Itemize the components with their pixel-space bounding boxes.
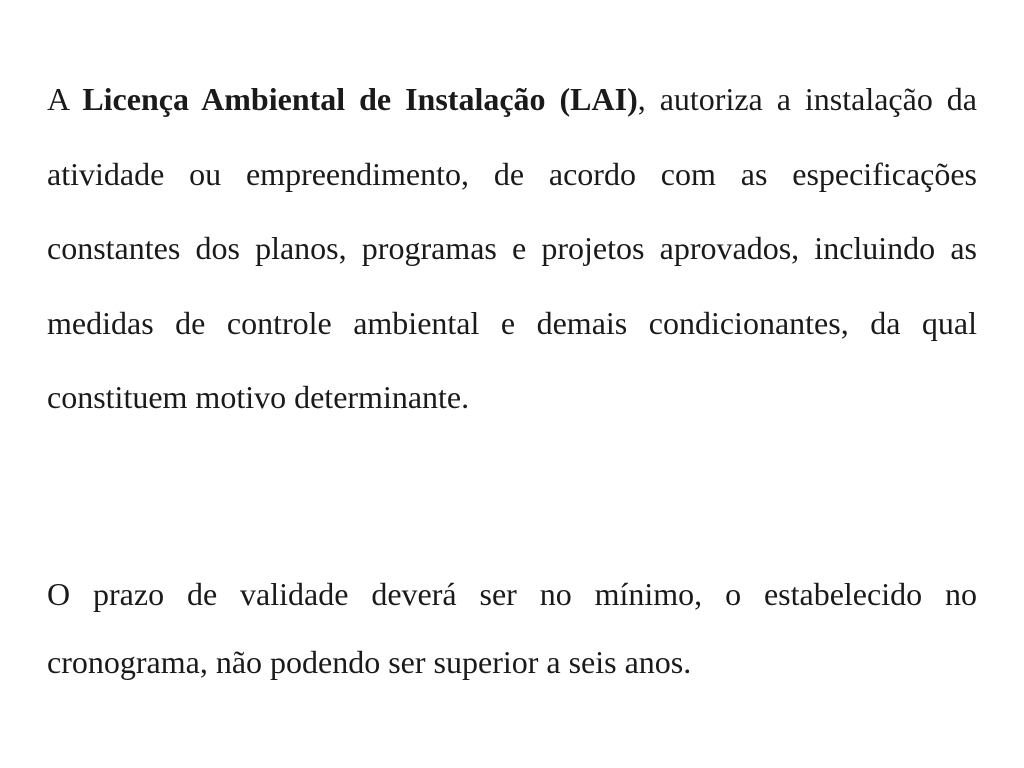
license-definition-paragraph bbox=[47, 62, 977, 435]
license-term: Licença Ambiental de Instalação (LAI) bbox=[82, 81, 638, 117]
validity-period-paragraph: O prazo de validade deverá ser no mínimo, o estabelecido no cronograma, não podendo ser superior a seis anos. bbox=[47, 576, 977, 680]
paragraph-lead: A bbox=[47, 81, 83, 117]
paragraph-body: , autoriza a instalação da atividade ou empreendimento, de acordo com as especificações constantes dos planos, programas e projetos aprovados, incluindo as medidas de controle ambiental e demais condicionantes, da qual constituem motivo determinante. bbox=[47, 81, 977, 415]
